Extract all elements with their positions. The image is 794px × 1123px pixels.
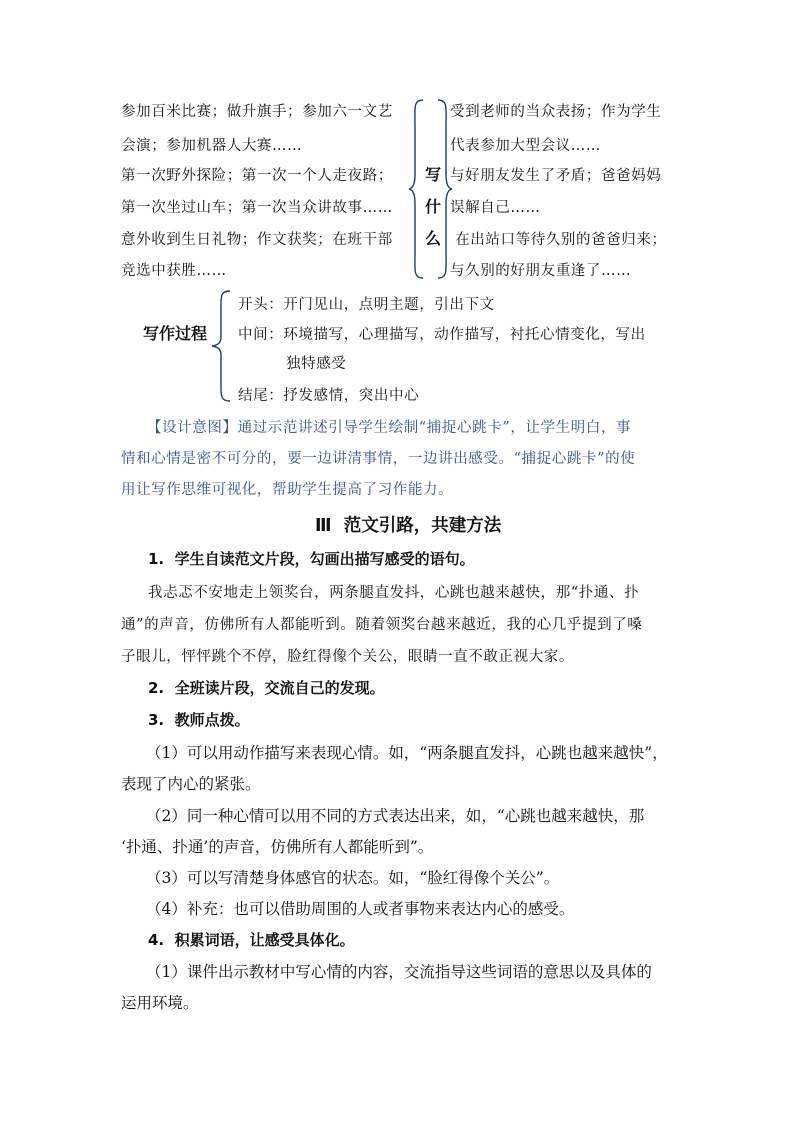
design-intent-line-3: 用让写作思维可视化，帮助学生提高了习作能力。 — [121, 482, 454, 498]
right-brace — [432, 98, 456, 280]
center-char-2: 什 — [425, 197, 442, 216]
topic-left-line-6: 竞选中获胜…… — [121, 263, 227, 279]
point-1-line-1: （1）可以用动作描写来表现心情。如，“两条腿直发抖，心跳也越来越快”， — [146, 744, 668, 762]
step-3: 3. 教师点拨。 — [148, 711, 250, 729]
center-char-3: 么 — [425, 229, 442, 248]
point-2-line-2: ‘扑通、扑通’的声音，仿佛所有人都能听到”。 — [121, 838, 434, 856]
step-1: 1. 学生自读范文片段，勾画出描写感受的语句。 — [148, 550, 475, 568]
topic-left-line-5: 意外收到生日礼物；作文获奖；在班干部 — [121, 232, 393, 248]
excerpt-line-2: 通”的声音，仿佛所有人都能听到。随着领奖台越来越近，我的心几乎提到了嗓 — [121, 617, 643, 633]
process-opening: 开头：开门见山，点明主题，引出下文 — [238, 297, 495, 313]
step-2: 2. 全班读片段，交流自己的发现。 — [148, 679, 385, 697]
topic-left-line-1: 参加百米比赛；做升旗手；参加六一文艺 — [121, 104, 393, 120]
topic-right-line-2: 代表参加大型会议…… — [450, 138, 601, 154]
step-4-item-1-line-1: （1）课件出示教材中写心情的内容，交流指导这些词语的意思以及具体的 — [146, 963, 652, 981]
step-4-item-1-line-2: 运用环境。 — [121, 994, 199, 1012]
design-intent-line-2: 情和心情是密不可分的，要一边讲清事情，一边讲出感受。“捕捉心跳卡”的使 — [121, 451, 636, 467]
point-1-line-2: 表现了内心的紧张。 — [121, 775, 261, 793]
process-ending: 结尾：抒发感情，突出中心 — [238, 388, 420, 404]
point-2-line-1: （2）同一种心情可以用不同的方式表达出来，如，“心跳也越来越快，那 — [146, 807, 645, 825]
writing-process-brace — [210, 289, 232, 403]
excerpt-line-3: 子眼儿，怦怦跳个不停，脸红得像个关公，眼睛一直不敢正视大家。 — [121, 649, 574, 665]
topic-right-line-5: 在出站口等待久别的爸爸归来； — [450, 232, 667, 248]
excerpt-line-1: 我忐忑不安地走上领奖台，两条腿直发抖，心跳也越来越快，那“扑通、扑 — [148, 585, 640, 601]
topic-right-line-3: 与好朋友发生了矛盾；爸爸妈妈 — [450, 168, 662, 184]
topic-left-line-3: 第一次野外探险；第一次一个人走夜路； — [121, 168, 393, 184]
center-char-1: 写 — [425, 165, 442, 184]
topic-left-line-4: 第一次坐过山车；第一次当众讲故事…… — [121, 200, 393, 216]
design-intent-line-1: 【设计意图】通过示范讲述引导学生绘制“捕捉心跳卡”，让学生明白，事 — [147, 420, 632, 436]
point-3: （3）可以写清楚身体感官的状态。如，“脸红得像个关公”。 — [146, 869, 560, 887]
topic-right-line-6: 与久别的好朋友重逢了…… — [450, 263, 632, 279]
point-4: （4）补充：也可以借助周围的人或者事物来表达内心的感受。 — [146, 900, 575, 918]
topic-right-line-1: 受到老师的当众表扬；作为学生 — [450, 104, 662, 120]
process-middle-line-1: 中间：环境描写，心理描写，动作描写，衬托心情变化，写出 — [238, 327, 646, 343]
topic-right-line-4: 误解自己…… — [450, 200, 541, 216]
section-heading: Ⅲ 范文引路，共建方法 — [315, 516, 502, 536]
topic-left-line-2: 会演；参加机器人大赛…… — [121, 138, 303, 154]
writing-process-title: 写作过程 — [143, 324, 208, 343]
step-4: 4. 积累词语，让感受具体化。 — [148, 931, 355, 949]
process-middle-line-2: 独特感受 — [286, 356, 347, 372]
left-brace — [407, 98, 431, 280]
